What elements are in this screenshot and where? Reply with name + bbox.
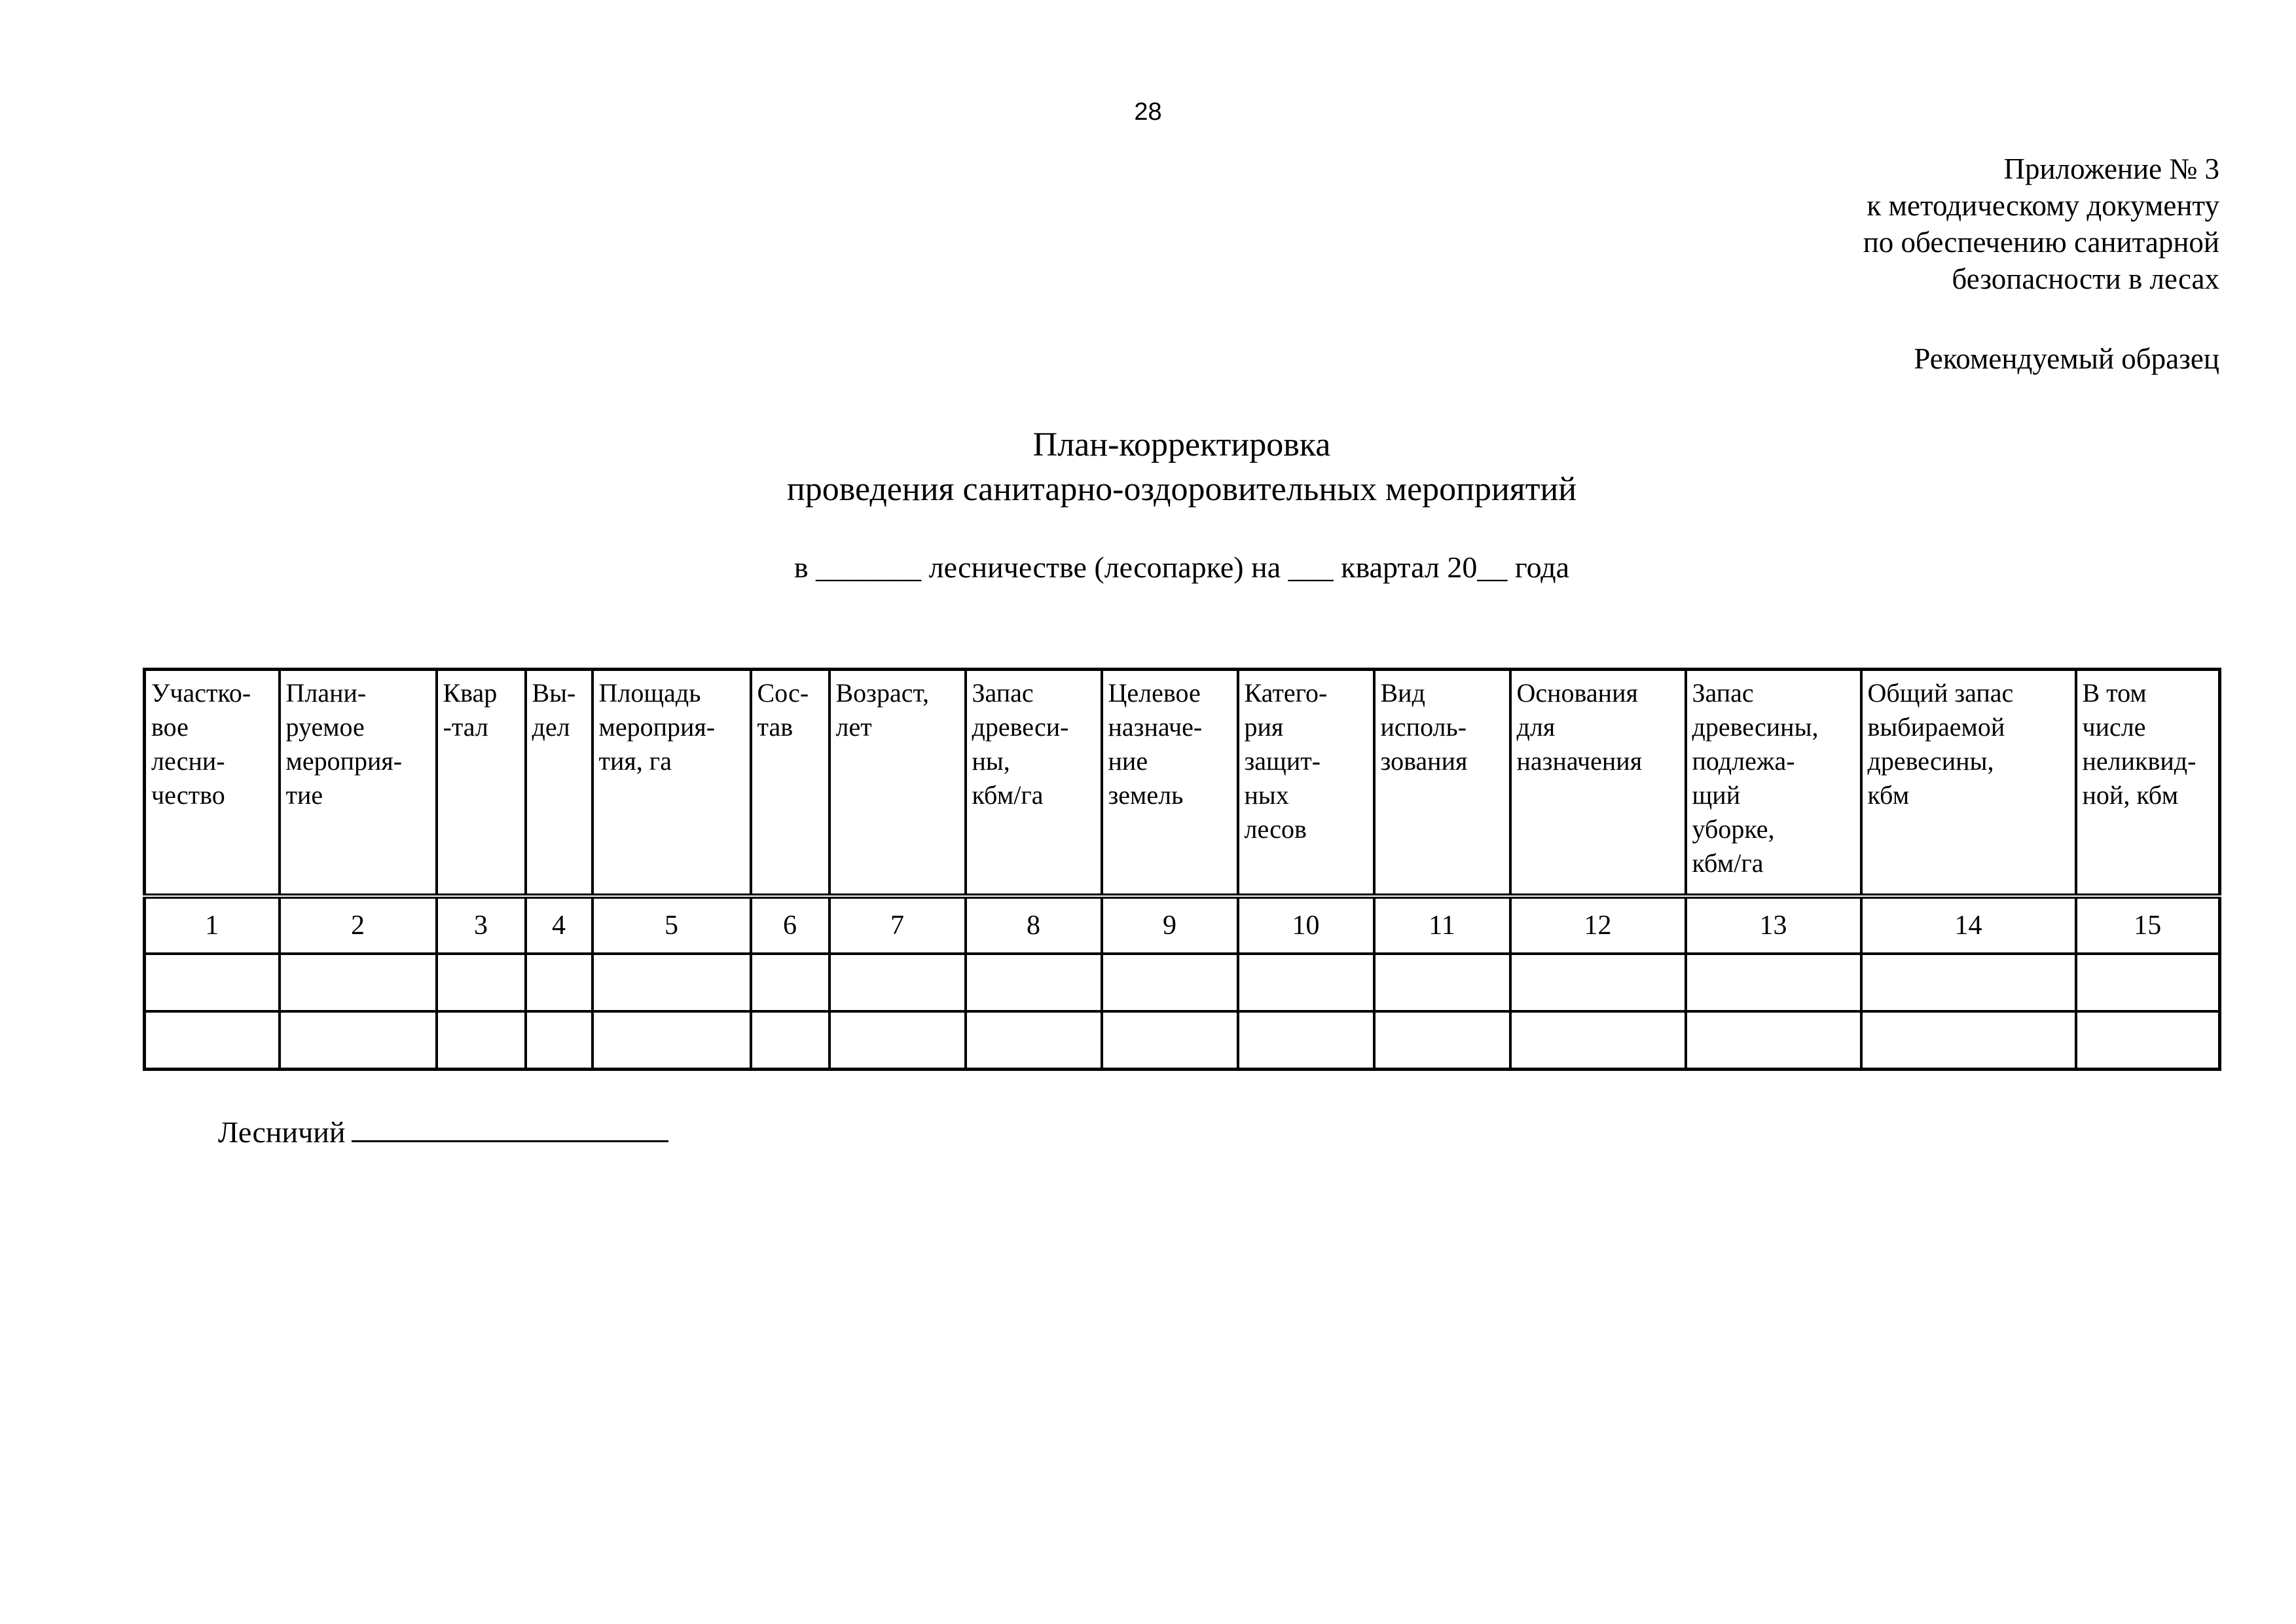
header-cell-14 [1861,670,2076,897]
header-cell-text: Целевое назначе- ние земель [1108,678,1203,810]
header-cell-text: Площадь мероприя- тия, га [598,678,716,776]
blank-cell[interactable] [145,1011,280,1070]
column-number-cell: 6 [751,896,829,954]
blank-cell[interactable] [829,1011,966,1070]
blank-cell[interactable] [1686,954,1861,1011]
column-number-cell: 12 [1510,896,1686,954]
blank-cell[interactable] [592,1011,751,1070]
signature-block [218,1114,668,1149]
appendix-line: Приложение № 3 [2003,153,2219,185]
blank-cell[interactable] [592,954,751,1011]
header-cell-text: Сос- тав [757,678,809,742]
header-cell-text: Плани- руемое мероприя- тие [285,678,403,810]
header-cell-text: Общий запас выбираемой древесины, кбм [1867,678,2014,810]
page-number: 28 [1134,98,1162,126]
document-title [0,423,2296,512]
header-cell-text: В том числе неликвид- ной, кбм [2082,678,2196,810]
header-cell-text: Запас древесины, подлежа- щий уборке, кбм/га [1692,678,1819,878]
appendix-line: безопасности в лесах [1952,262,2219,295]
signature-line [352,1114,668,1142]
table-header-row [145,670,2220,897]
header-cell-text: Вид исполь- зования [1380,678,1468,776]
header-cell-text: Основания для назначения [1516,678,1643,776]
column-number-cell: 9 [1102,896,1238,954]
header-cell-4 [526,670,592,897]
column-number-cell: 7 [829,896,966,954]
column-number-cell: 1 [145,896,280,954]
column-number-cell: 14 [1861,896,2076,954]
appendix-line: по обеспечению санитарной [1863,226,2219,259]
column-number-cell: 3 [437,896,526,954]
table-number-row [145,896,2220,954]
header-cell-10 [1238,670,1374,897]
plan-table [143,668,2221,1071]
forestry-period-line: в _______ лесничестве (лесопарке) на ___ квартал 20__ года [793,550,1570,584]
table-row [145,1011,2220,1070]
header-cell-text: Катего- рия защит- ных лесов [1244,678,1328,844]
column-number-cell: 4 [526,896,592,954]
header-cell-text: Возраст, лет [835,678,929,742]
blank-cell[interactable] [1374,954,1510,1011]
header-cell-13 [1686,670,1861,897]
blank-cell[interactable] [966,954,1102,1011]
header-cell-9 [1102,670,1238,897]
blank-cell[interactable] [1861,954,2076,1011]
column-number-cell: 8 [966,896,1102,954]
column-number-cell: 5 [592,896,751,954]
blank-cell[interactable] [1102,954,1238,1011]
column-number-cell: 2 [280,896,437,954]
header-cell-3 [437,670,526,897]
blank-cell[interactable] [829,954,966,1011]
blank-cell[interactable] [280,1011,437,1070]
header-cell-text: Квар -тал [443,678,498,742]
header-cell-7 [829,670,966,897]
blank-cell[interactable] [280,954,437,1011]
sample-label: Рекомендуемый образец [1914,342,2219,375]
blank-cell[interactable] [1861,1011,2076,1070]
header-cell-2 [280,670,437,897]
appendix-line: к методическому документу [1867,189,2219,222]
signature-label: Лесничий [218,1115,346,1149]
column-number-cell: 15 [2076,896,2220,954]
header-cell-12 [1510,670,1686,897]
header-cell-11 [1374,670,1510,897]
blank-cell[interactable] [966,1011,1102,1070]
appendix-note [1863,151,2219,297]
header-cell-text: Участко- вое лесни- чество [151,678,251,810]
blank-cell[interactable] [1686,1011,1861,1070]
title-line-1: План-корректировка [1032,426,1331,463]
blank-cell[interactable] [2076,1011,2220,1070]
blank-cell[interactable] [145,954,280,1011]
header-cell-5 [592,670,751,897]
blank-cell[interactable] [751,954,829,1011]
blank-cell[interactable] [1102,1011,1238,1070]
header-cell-15 [2076,670,2220,897]
blank-cell[interactable] [437,1011,526,1070]
column-number-cell: 13 [1686,896,1861,954]
blank-cell[interactable] [526,954,592,1011]
blank-cell[interactable] [2076,954,2220,1011]
blank-cell[interactable] [1510,954,1686,1011]
header-cell-1 [145,670,280,897]
column-number-cell: 11 [1374,896,1510,954]
blank-cell[interactable] [437,954,526,1011]
blank-cell[interactable] [1510,1011,1686,1070]
blank-cell[interactable] [526,1011,592,1070]
table-row [145,954,2220,1011]
column-number-cell: 10 [1238,896,1374,954]
header-cell-text: Вы- дел [532,678,576,742]
header-cell-text: Запас древеси- ны, кбм/га [972,678,1069,810]
blank-cell[interactable] [1374,1011,1510,1070]
blank-cell[interactable] [751,1011,829,1070]
blank-cell[interactable] [1238,954,1374,1011]
header-cell-6 [751,670,829,897]
blank-cell[interactable] [1238,1011,1374,1070]
title-line-2: проведения санитарно-оздоровительных мероприятий [786,471,1577,508]
header-cell-8 [966,670,1102,897]
